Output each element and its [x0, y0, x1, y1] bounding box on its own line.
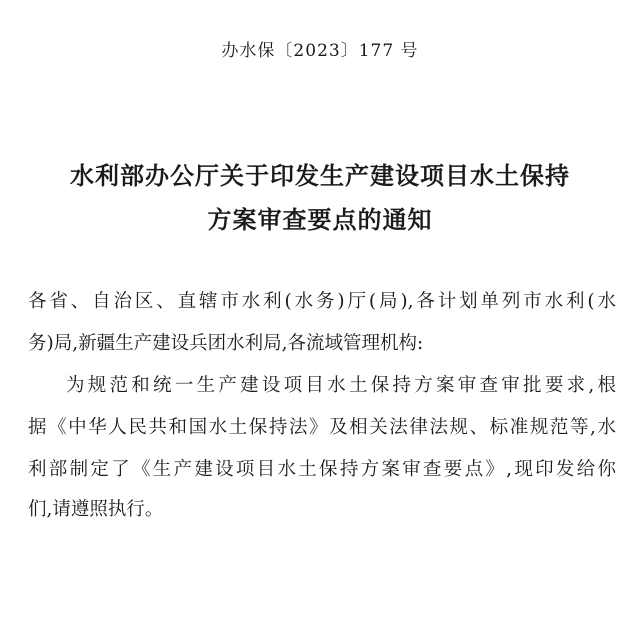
- body-paragraph-line-4: 们,请遵照执行。: [28, 499, 164, 520]
- document-title-line-1: 水利部办公厅关于印发生产建设项目水土保持: [70, 162, 570, 190]
- body-paragraph-line-1: 为规范和统一生产建设项目水土保持方案审查审批要求,根: [66, 375, 616, 396]
- body-paragraph-line-2: 据《中华人民共和国水土保持法》及相关法律法规、标准规范等,水: [28, 417, 616, 438]
- addressee-line-2: 务)局,新疆生产建设兵团水利局,各流域管理机构:: [28, 333, 424, 354]
- addressee-line-1: 各省、自治区、直辖市水利(水务)厅(局),各计划单列市水利(水: [28, 291, 616, 312]
- document-title-line-2: 方案审查要点的通知: [207, 206, 433, 234]
- document-number: 办水保〔2023〕177 号: [221, 41, 419, 61]
- body-paragraph-line-3: 利部制定了《生产建设项目水土保持方案审查要点》,现印发给你: [28, 459, 616, 480]
